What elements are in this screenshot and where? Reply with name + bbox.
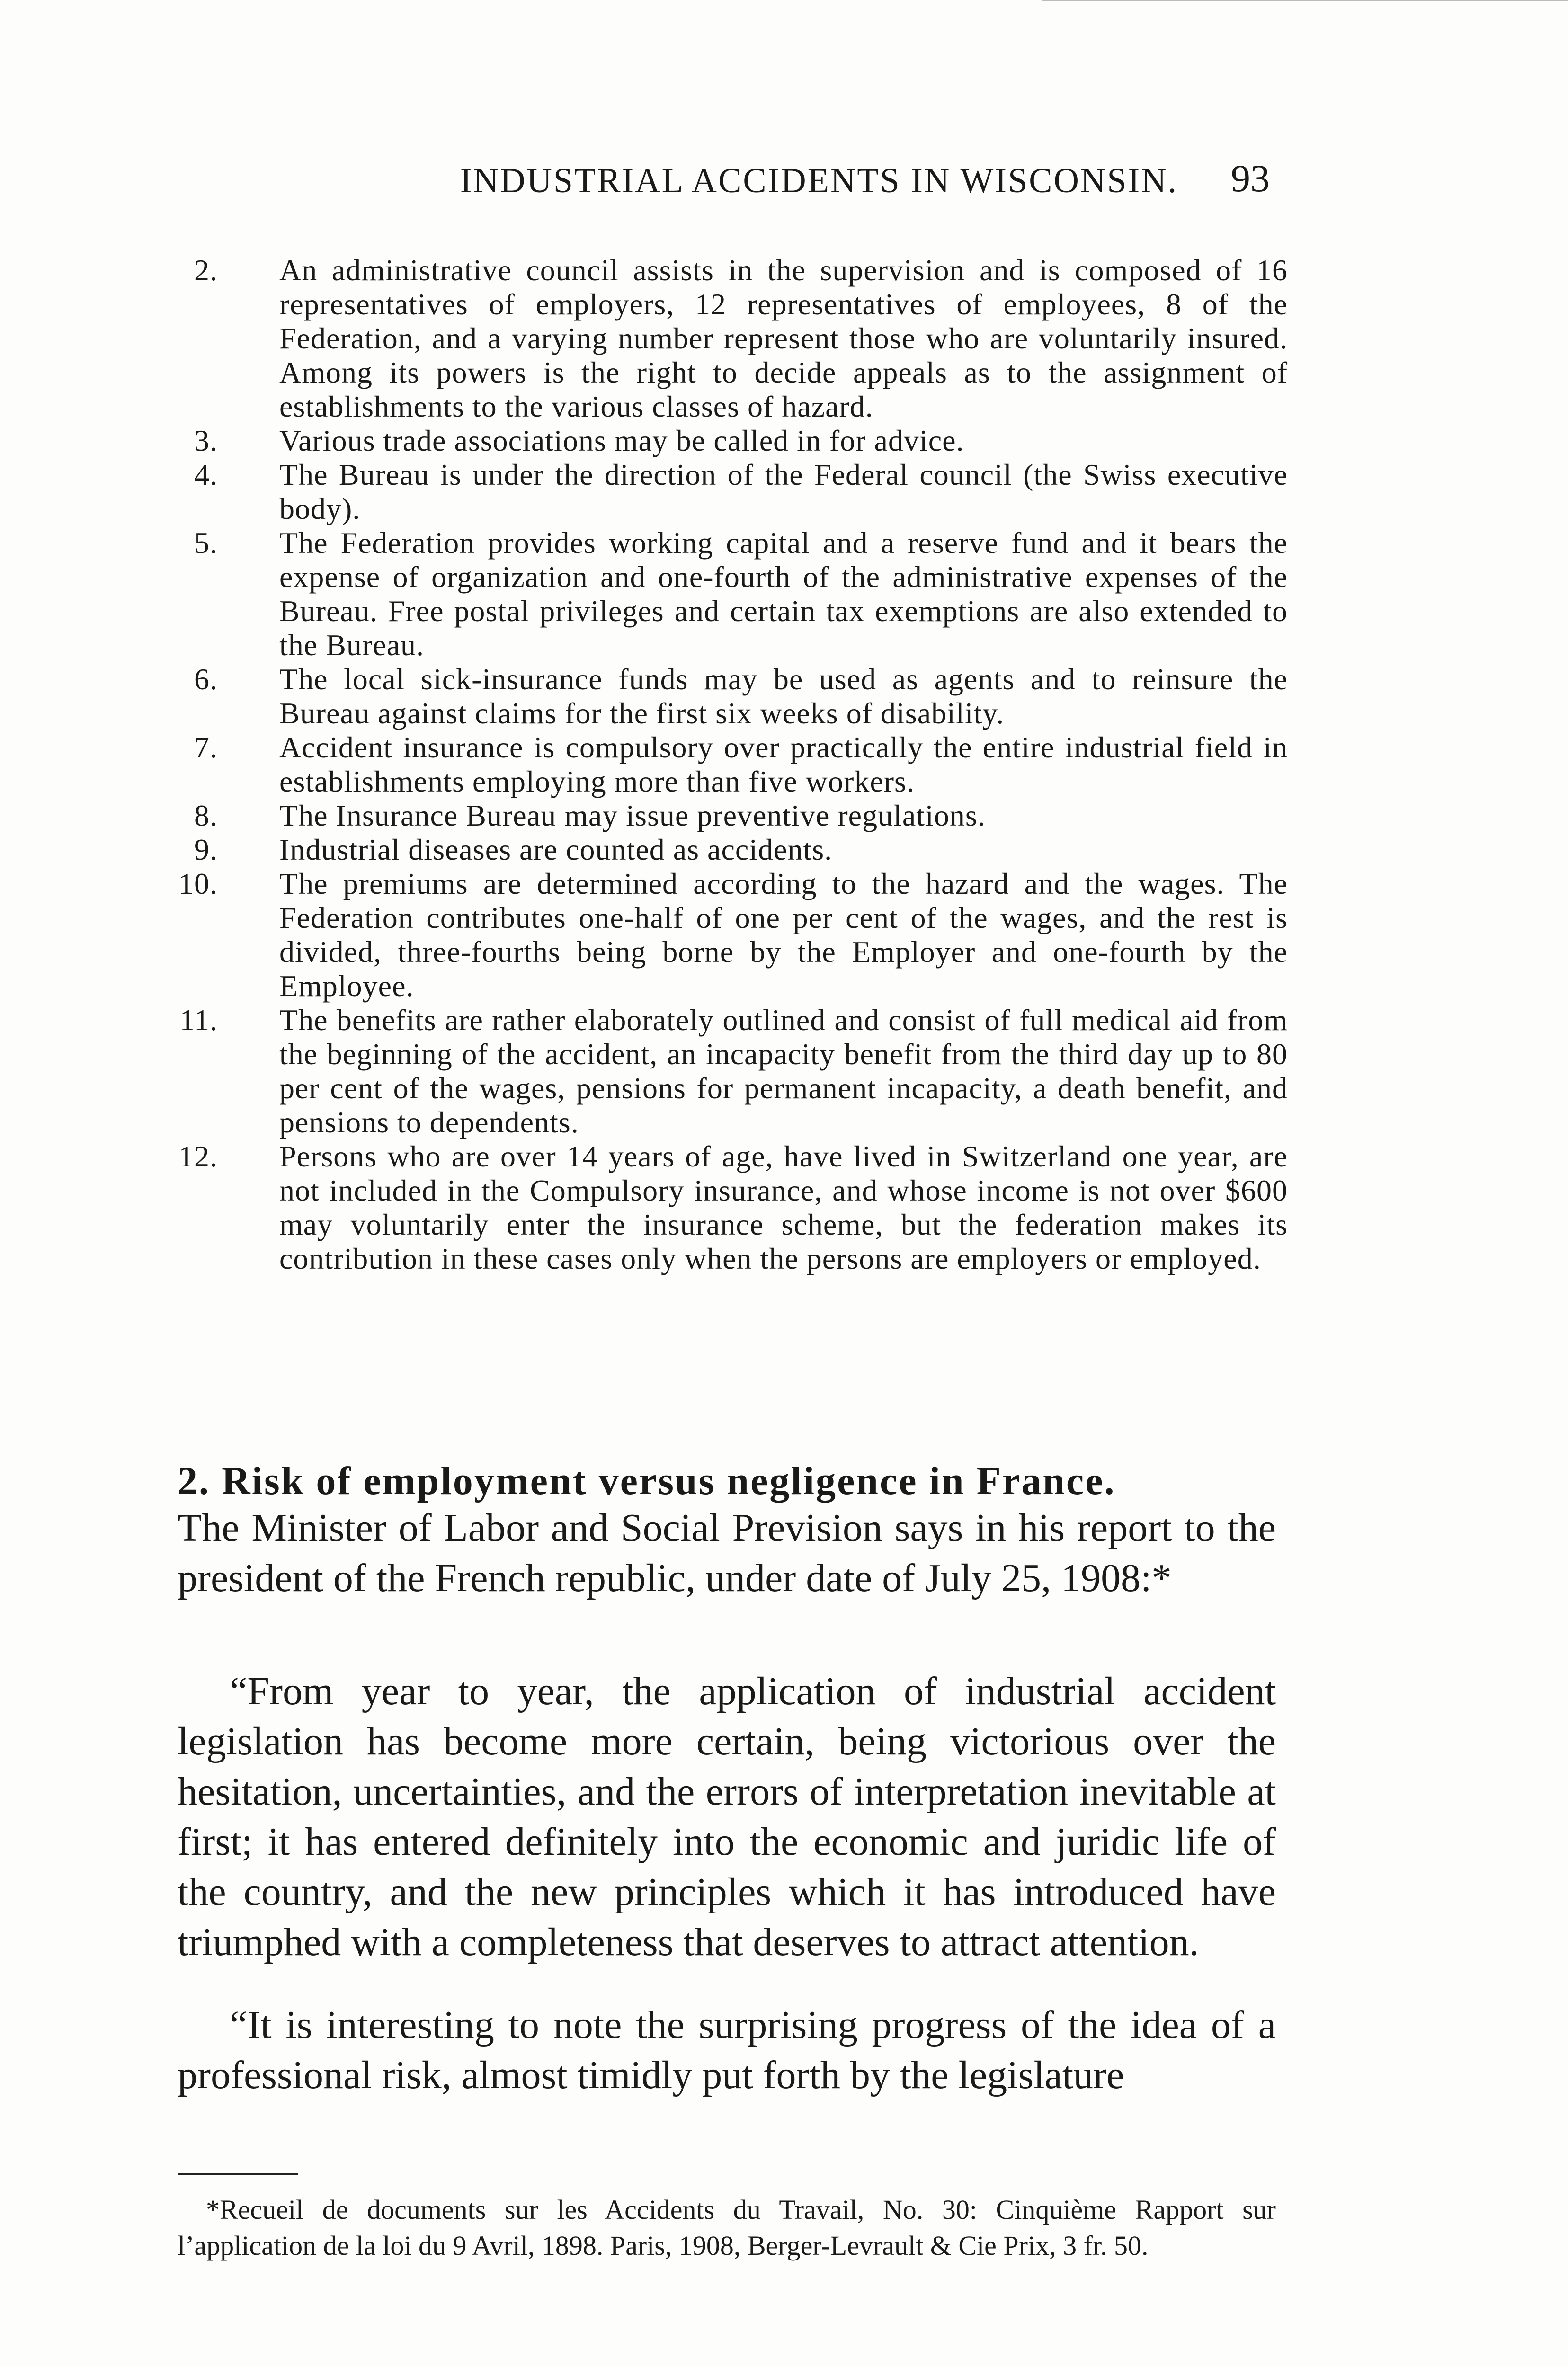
list-item-number: 5. <box>194 526 218 560</box>
list-item-number: 2. <box>194 253 218 287</box>
list-item <box>161 424 1288 458</box>
list-item <box>161 1139 1288 1276</box>
section-heading: 2. Risk of employment versus negligence in France. <box>178 1459 1116 1503</box>
list-item-text: Various trade associations may be called in for advice. <box>279 424 964 457</box>
list-item-number: 10. <box>178 867 218 900</box>
footnote-divider <box>178 2173 298 2175</box>
list-item-number: 12. <box>178 1139 218 1173</box>
body-paragraph: “From year to year, the application of industrial accident legislation has become more certain, being victorious over the hesitation, uncertainties, and the errors of interpretation inevitable at first; it has entered definitely into the economic and juridic life of the country, and the new principles which it has introduced have triumphed with a completeness that deserves to attract attention. <box>178 1669 1276 1964</box>
list-item-text: The local sick-insurance funds may be used as agents and to reinsure the Bureau against claims for the first six weeks of disability. <box>279 662 1288 730</box>
list-item-number: 11. <box>179 1003 218 1037</box>
list-item-text: The Federation provides working capital and a reserve fund and it bears the expense of organization and one-fourth of the administrative expenses of the Bureau. Free postal privileges and certain tax exemptions are also extended to the Bureau. <box>279 526 1288 662</box>
list-item-number: 4. <box>194 458 218 491</box>
list-item <box>161 730 1288 799</box>
body-paragraph: The Minister of Labor and Social Prevision says in his report to the president of the French republic, under date of July 25, 1908:* <box>178 1506 1276 1600</box>
list-item <box>161 253 1288 424</box>
list-item-number: 9. <box>194 833 218 866</box>
list-item-number: 3. <box>194 424 218 457</box>
body-paragraph: “It is interesting to note the surprising progress of the idea of a professional risk, almost timidly put forth by the legislature <box>178 2003 1276 2097</box>
list-item <box>161 867 1288 1003</box>
list-item-text: The Insurance Bureau may issue preventive regulations. <box>279 799 986 832</box>
list-item-number: 7. <box>194 730 218 764</box>
list-item-text: An administrative council assists in the supervision and is composed of 16 representatives of employers, 12 representatives of employees, 8 of the Federation, and a varying number represent those who are voluntarily insured. Among its powers is the right to decide appeals as to the assignment of establishments to the various classes of hazard. <box>279 253 1288 423</box>
list-item-text: The premiums are determined according to the hazard and the wages. The Federation contributes one-half of one per cent of the wages, and the rest is divided, three-fourths being borne by the Employer and one-fourth by the Employee. <box>279 867 1288 1003</box>
footnote: *Recueil de documents sur les Accidents du Travail, No. 30: Cinquième Rapport sur l’application de la loi du 9 Avril, 1898. Paris, 1908, Berger-Levrault & Cie Prix, 3 fr. 50. <box>178 2194 1276 2261</box>
list-item-text: The Bureau is under the direction of the Federal council (the Swiss executive body). <box>279 458 1288 525</box>
list-item <box>161 526 1288 662</box>
running-head: INDUSTRIAL ACCIDENTS IN WISCONSIN. <box>460 161 1178 200</box>
list-item <box>161 799 1288 833</box>
list-item-number: 8. <box>194 799 218 832</box>
list-item <box>161 1003 1288 1139</box>
numbered-list <box>161 253 1288 1276</box>
list-item <box>161 458 1288 526</box>
list-item-text: Accident insurance is compulsory over practically the entire industrial field in establishments employing more than five workers. <box>279 730 1288 798</box>
list-item-text: The benefits are rather elaborately outlined and consist of full medical aid from the beginning of the accident, an incapacity benefit from the third day up to 80 per cent of the wages, pensions for permanent incapacity, a death benefit, and pensions to dependents. <box>279 1003 1288 1139</box>
page-number: 93 <box>1231 157 1270 200</box>
list-item-text: Persons who are over 14 years of age, have lived in Switzerland one year, are not included in the Compulsory insurance, and whose income is not over $600 may voluntarily enter the insurance scheme, but the federation makes its contribution in these cases only when the persons are employers or employed. <box>279 1139 1288 1275</box>
top-edge-rule <box>1042 0 1568 1</box>
list-item-number: 6. <box>194 662 218 696</box>
list-item <box>161 662 1288 730</box>
list-item <box>161 833 1288 867</box>
list-item-text: Industrial diseases are counted as accidents. <box>279 833 833 866</box>
